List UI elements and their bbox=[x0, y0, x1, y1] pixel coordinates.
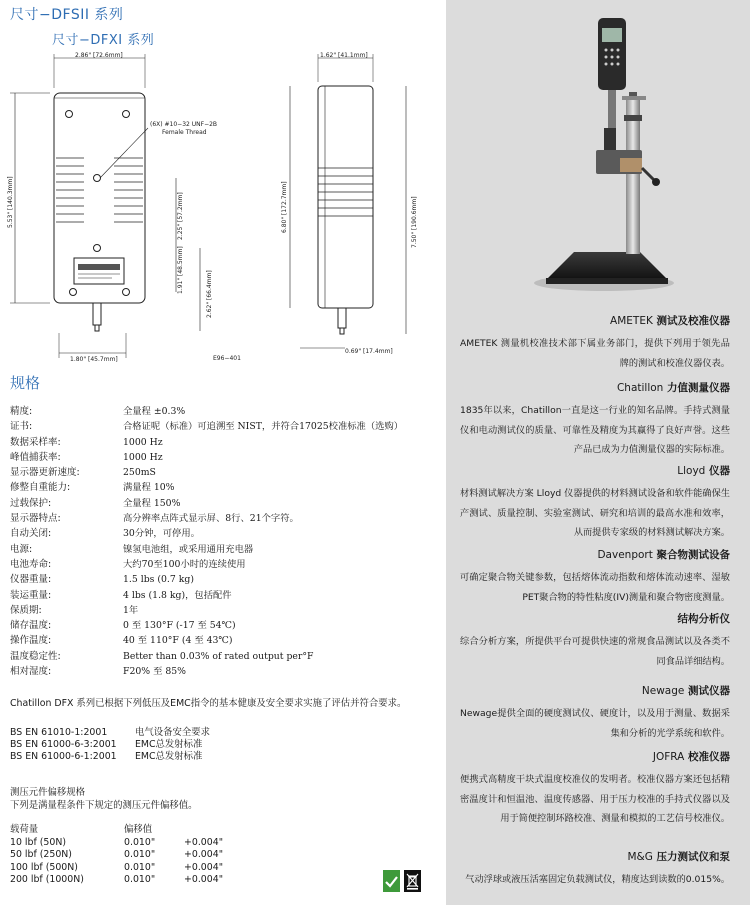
spec-row bbox=[10, 649, 430, 664]
offset-value: 0.010" bbox=[124, 836, 156, 848]
spec-label: 显示器更新速度: bbox=[10, 467, 80, 479]
dim-side-overall: 7.50" [190.6mm] bbox=[411, 196, 418, 248]
spec-value: 全量程 150% bbox=[123, 497, 181, 509]
spec-row bbox=[10, 557, 430, 572]
checkmark-icon bbox=[383, 870, 400, 892]
dim-side-bottom: 0.69" [17.4mm] bbox=[345, 348, 393, 355]
section-newage-title: Newage 测试仪器 bbox=[641, 685, 730, 697]
spec-label: 相对湿度: bbox=[10, 666, 52, 678]
section-ametek-title: AMETEK 测试及校准仪器 bbox=[610, 315, 730, 327]
spec-value: 4 lbs (1.8 kg)，包括配件 bbox=[123, 589, 232, 601]
section-chatillon-title: Chatillon 力值测量仪器 bbox=[616, 382, 730, 394]
force-tester-photo bbox=[446, 0, 750, 300]
spec-row bbox=[10, 465, 430, 480]
spec-label: 数据采样率: bbox=[10, 436, 61, 448]
offset-section bbox=[10, 786, 198, 812]
dim-side-width: 1.62" [41.1mm] bbox=[320, 52, 368, 59]
side-view-body bbox=[318, 86, 373, 308]
spec-row bbox=[10, 603, 430, 618]
section-chatillon-body: 1835年以来，Chatillon一直是这一行业的知名品牌。手持式测量仪和电动测试仪的质量、可靠性及精度为其赢得了良好声誉。这些产品已成为力值测量仪器的实际标准。 bbox=[460, 405, 730, 455]
spec-value: 全量程 ±0.3% bbox=[123, 406, 186, 417]
spec-row bbox=[10, 450, 430, 465]
dim-front-mid: 2.25" [57.2mm] bbox=[177, 192, 184, 240]
spec-row bbox=[10, 419, 430, 434]
offset-load: 10 lbf (50N) bbox=[10, 836, 67, 848]
offset-tolerance: +0.004" bbox=[184, 861, 224, 873]
section-davenport-body: 可确定聚合物关键参数，包括熔体流动指数和熔体流动速率、湿敏PET聚合物的特性粘度(IV)测量和聚合物密度测量。 bbox=[460, 572, 730, 603]
spec-label: 装运重量: bbox=[10, 589, 52, 601]
standard-desc: EMC总发射标准 bbox=[135, 751, 203, 762]
spec-label: 仪器重量: bbox=[10, 574, 52, 586]
spec-row bbox=[10, 618, 430, 633]
spec-row bbox=[10, 588, 430, 603]
spec-label: 保质期: bbox=[10, 604, 42, 616]
standard-row bbox=[10, 739, 210, 751]
offset-value: 0.010" bbox=[124, 849, 156, 860]
spec-row bbox=[10, 480, 430, 495]
standard-desc: EMC总发射标准 bbox=[135, 739, 203, 750]
offset-row bbox=[10, 837, 223, 850]
section-texture-body: 综合分析方案，所提供平台可提供快速的常规食品测试以及各类不同食品详细结构。 bbox=[460, 636, 730, 667]
dim-front-width: 2.86" [72.6mm] bbox=[75, 52, 123, 59]
standards-list bbox=[10, 727, 210, 763]
spec-value: 高分辨率点阵式显示屏、8行、21个字符。 bbox=[123, 513, 299, 525]
section-lloyd bbox=[460, 464, 730, 543]
section-lloyd-body: 材料测试解决方案 Lloyd 仪器提供的材料测试设备和软件能确保生产测试、质量控制、实验室测试、研究和培训的最高水准和效率，从而提供专家级的材料测试解决方案。 bbox=[460, 488, 730, 538]
spec-row bbox=[10, 572, 430, 587]
spec-row bbox=[10, 496, 430, 511]
dim-front-bottom: 1.80" [45.7mm] bbox=[70, 356, 118, 363]
dim-front-stem: 2.62" [66.4mm] bbox=[206, 270, 213, 318]
dimension-drawing bbox=[0, 48, 440, 368]
spec-value: F20% 至 85% bbox=[123, 666, 186, 678]
offset-title: 测压元件偏移规格 bbox=[10, 787, 86, 798]
spec-value: 1年 bbox=[123, 604, 139, 616]
spec-value: 1.5 lbs (0.7 kg) bbox=[123, 574, 194, 586]
standard-row bbox=[10, 751, 210, 763]
spec-value: 30分钟，可停用。 bbox=[123, 528, 200, 540]
offset-row bbox=[10, 849, 223, 862]
spec-heading: 规格 bbox=[10, 374, 41, 392]
spec-row bbox=[10, 526, 430, 541]
offset-load: 100 lbf (500N) bbox=[10, 861, 78, 873]
spec-table bbox=[10, 404, 430, 679]
dim-side-height: 6.80" [172.7mm] bbox=[281, 181, 288, 233]
spec-row bbox=[10, 435, 430, 450]
compliance-text: Chatillon DFX 系列已根据下列低压及EMC指令的基本健康及安全要求实施了评估并符合要求。 bbox=[10, 698, 407, 709]
spec-label: 证书: bbox=[10, 421, 33, 433]
page-subtitle: 尺寸−DFXI 系列 bbox=[52, 33, 155, 48]
spec-value: 250mS bbox=[123, 467, 156, 479]
drawing-id: E96−401 bbox=[213, 355, 241, 362]
section-texture bbox=[460, 612, 730, 671]
spec-value: 满量程 10% bbox=[123, 482, 175, 494]
spec-label: 显示器特点: bbox=[10, 513, 61, 525]
offset-tolerance: +0.004" bbox=[184, 849, 224, 860]
offset-tolerance: +0.004" bbox=[184, 836, 224, 848]
offset-value: 0.010" bbox=[124, 874, 156, 885]
standard-desc: 电气设备安全要求 bbox=[135, 727, 211, 738]
thread-note-2: Female Thread bbox=[162, 129, 207, 136]
offset-load: 50 lbf (250N) bbox=[10, 849, 72, 860]
offset-load: 200 lbf (1000N) bbox=[10, 874, 84, 885]
section-jofra-title: JOFRA 校准仪器 bbox=[652, 751, 730, 763]
spec-label: 操作温度: bbox=[10, 635, 52, 647]
section-mg bbox=[460, 850, 730, 890]
spec-label: 精度: bbox=[10, 406, 33, 417]
dim-front-height: 5.53" [140.3mm] bbox=[7, 176, 14, 228]
weee-bin-icon bbox=[404, 870, 421, 892]
section-mg-title: M&G 压力测试仪和泵 bbox=[627, 851, 730, 863]
spec-label: 峰值捕获率: bbox=[10, 451, 61, 463]
section-texture-title: 结构分析仪 bbox=[677, 613, 730, 625]
offset-subtitle: 下列是满量程条件下规定的测压元件偏移值。 bbox=[10, 800, 198, 811]
section-davenport bbox=[460, 548, 730, 607]
spec-label: 过载保护: bbox=[10, 497, 52, 509]
thread-note-1: (6X) #10−32 UNF−2B bbox=[150, 121, 218, 128]
sidebar bbox=[446, 0, 750, 905]
spec-label: 储存温度: bbox=[10, 620, 52, 632]
offset-table bbox=[10, 824, 223, 887]
spec-value: 1000 Hz bbox=[123, 451, 163, 463]
spec-row bbox=[10, 511, 430, 526]
spec-value: 40 至 110°F (4 至 43℃) bbox=[123, 635, 233, 647]
spec-label: 电池寿命: bbox=[10, 558, 52, 570]
section-chatillon bbox=[460, 381, 730, 460]
spec-value: 1000 Hz bbox=[123, 436, 163, 448]
spec-label: 修整自重能力: bbox=[10, 482, 71, 494]
spec-value: Better than 0.03% of rated output per°F bbox=[123, 650, 314, 662]
offset-table-header bbox=[10, 824, 223, 837]
standard-code: BS EN 61000-6-3:2001 bbox=[10, 739, 117, 750]
section-jofra-body: 便携式高精度干块式温度校准仪的发明者。校准仪器方案还包括精密温度计和恒温池、温度传感器、用于压力校准的手持式仪器以及用于简便控制环路校准、测量和模拟的工艺信号校准仪。 bbox=[460, 774, 730, 824]
standard-code: BS EN 61010-1:2001 bbox=[10, 727, 108, 738]
section-mg-body: 气动浮球或液压活塞固定负载测试仪，精度达到读数的0.015%。 bbox=[465, 874, 730, 885]
cert-badges bbox=[383, 870, 421, 892]
spec-row bbox=[10, 633, 430, 648]
standard-row bbox=[10, 727, 210, 739]
spec-value: 大约70至100小时的连续使用 bbox=[123, 558, 246, 570]
offset-value: 0.010" bbox=[124, 861, 156, 873]
spec-row bbox=[10, 404, 430, 419]
spec-row bbox=[10, 542, 430, 557]
offset-row bbox=[10, 874, 223, 887]
section-newage bbox=[460, 684, 730, 743]
section-ametek bbox=[460, 314, 730, 373]
spec-value: 合格证呢（标准）可追溯至 NIST，并符合17025校准标准（选购） bbox=[123, 421, 404, 433]
spec-value: 镍氢电池组，或采用通用充电器 bbox=[123, 543, 254, 555]
dim-front-lower: 1.91" [48.5mm] bbox=[177, 246, 184, 294]
section-newage-body: Newage提供全面的硬度测试仪、硬度计，以及用于测量、数据采集和分析的光学系统和软件。 bbox=[460, 708, 730, 739]
section-ametek-body: AMETEK 测量机校准技术部下属业务部门，提供下列用于领先品牌的测试和校准仪器仪表。 bbox=[460, 338, 730, 369]
col-offset: 偏移值 bbox=[124, 824, 153, 835]
spec-label: 自动关闭: bbox=[10, 528, 52, 540]
spec-label: 电源: bbox=[10, 543, 33, 555]
col-load: 载荷量 bbox=[10, 824, 39, 835]
spec-label: 温度稳定性: bbox=[10, 650, 61, 662]
page-title: 尺寸−DFSII 系列 bbox=[10, 7, 124, 23]
section-lloyd-title: Lloyd 仪器 bbox=[677, 465, 730, 477]
spec-row bbox=[10, 664, 430, 679]
offset-row bbox=[10, 862, 223, 875]
section-jofra bbox=[460, 750, 730, 829]
standard-code: BS EN 61000-6-1:2001 bbox=[10, 751, 117, 762]
spec-value: 0 至 130°F (-17 至 54℃) bbox=[123, 620, 236, 632]
section-davenport-title: Davenport 聚合物测试设备 bbox=[597, 549, 730, 561]
offset-tolerance: +0.004" bbox=[184, 874, 224, 885]
